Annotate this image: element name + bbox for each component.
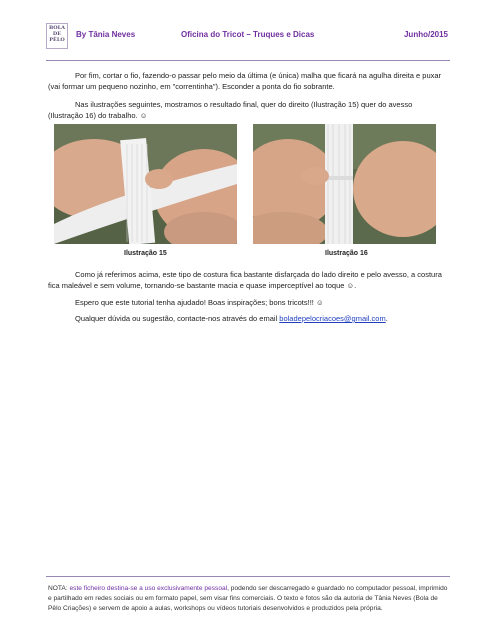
- caption-illustration-15: Ilustração 15: [124, 250, 167, 257]
- illustration-16-photo: [253, 124, 436, 244]
- footer-note: [48, 584, 448, 614]
- contact-text: Qualquer dúvida ou sugestão, contacte-nos através do email: [75, 314, 280, 323]
- caption-illustration-16: Ilustração 16: [325, 250, 368, 257]
- header-date: Junho/2015: [403, 30, 448, 39]
- footer-text: , podendo ser descarregado e guardado no computador pessoal, imprimido e partilhado em redes sociais ou em formato papel, sem visar fins comerciais. O texto e fotos são da autoria de Tânia Neves (Bola de Pêlo Criações) e servem de apoio a aulas, workshops ou vídeos tutoriais desenvolvidos e produzidos pela própria.: [48, 585, 448, 612]
- paragraph-thanks: Espero que este tutorial tenha ajudado! Boas inspirações; bons tricots!!! ☺: [75, 298, 324, 307]
- page-header: [46, 22, 450, 60]
- header-author: By Tânia Neves: [76, 30, 136, 39]
- footer-label: NOTA:: [48, 585, 68, 592]
- paragraph-seam-description: Como já referimos acima, este tipo de costura fica bastante disfarçada do lado direito e pelo avesso, a costura fica maleável e sem volume, tornando-se bastante macia e quase imperceptível ao toque ☺.: [48, 270, 442, 290]
- contact-end: .: [385, 314, 388, 323]
- illustration-15-photo: [54, 124, 237, 244]
- footer-highlight: este ficheiro destina-se a uso exclusivamente pessoal: [69, 585, 228, 592]
- header-divider: [46, 60, 450, 61]
- email-link[interactable]: boladepelocriacoes@gmail.com: [279, 314, 386, 323]
- paragraph-contact: [75, 313, 448, 324]
- footer-divider: [46, 576, 450, 577]
- brand-logo: BOLA DE PÊLO: [46, 23, 68, 49]
- header-title: Oficina do Tricot – Truques e Dicas: [181, 30, 315, 39]
- paragraph-cut-yarn: Por fim, cortar o fio, fazendo-o passar pelo meio da última (e única) malha que ficará na agulha direita e puxar (vai formar um pequeno nozinho, em "correntinha"). Esconder a ponta do fio sobrante.: [48, 71, 442, 91]
- paragraph-illustrations-intro: Nas ilustrações seguintes, mostramos o resultado final, quer do direito (Ilustração 15) quer do avesso (Ilustração 16) do trabalho. ☺: [48, 100, 413, 120]
